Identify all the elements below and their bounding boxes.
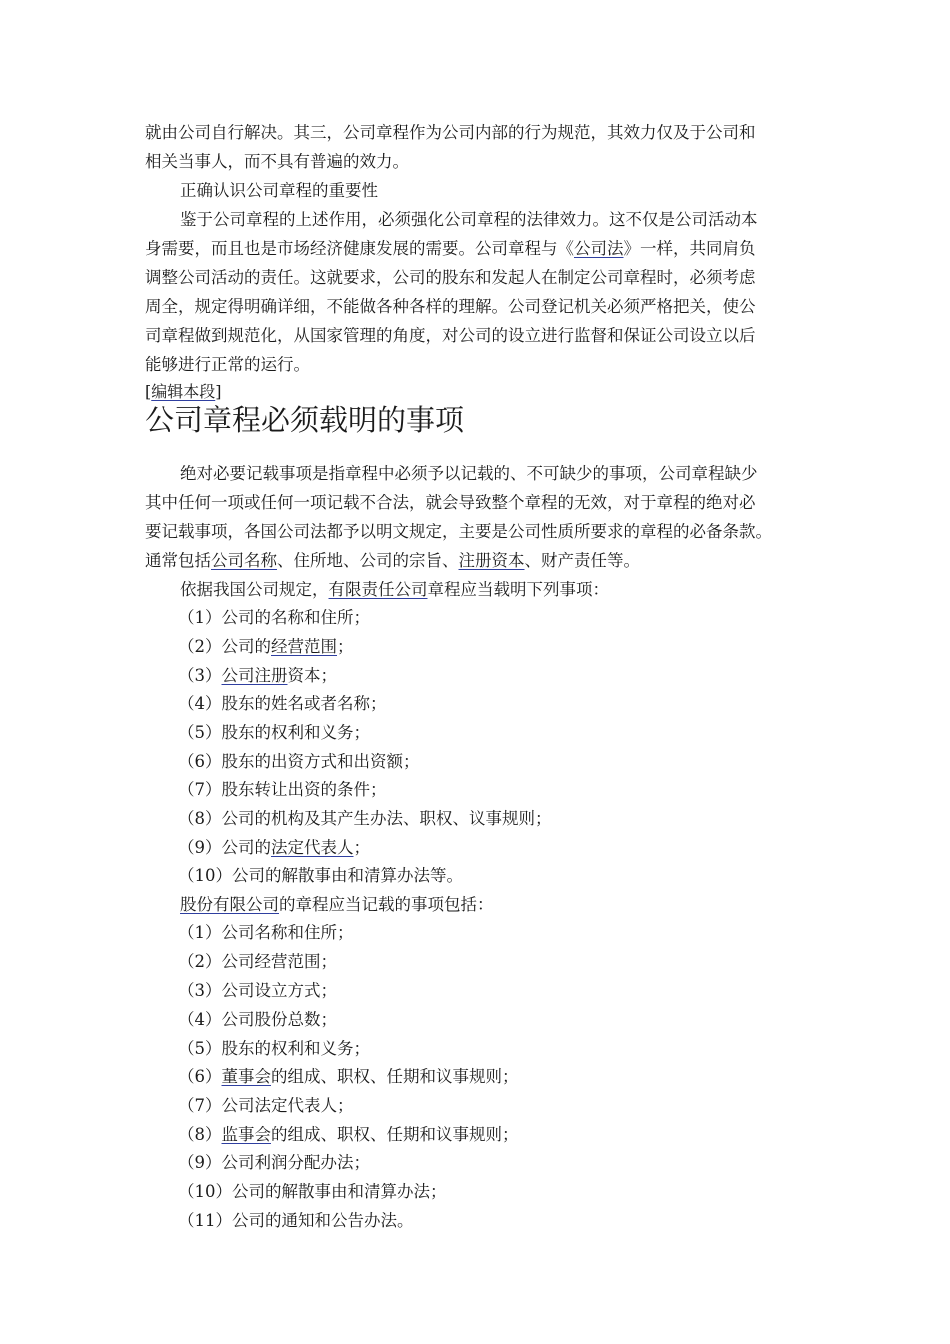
link-joint-stock-company[interactable]: 股份有限公司 — [180, 895, 279, 914]
paragraph-line — [145, 550, 640, 572]
text: （10）公司的解散事由和清算办法等。 — [178, 866, 463, 885]
text: （4）公司股份总数； — [178, 1010, 337, 1029]
paragraph-line — [180, 894, 494, 916]
text: （2）公司经营范围； — [178, 952, 337, 971]
list-item — [178, 722, 370, 744]
text: 正确认识公司章程的重要性 — [180, 181, 378, 200]
paragraph-line — [145, 267, 756, 289]
text: 绝对必要记载事项是指章程中必须予以记载的、不可缺少的事项，公司章程缺少 — [180, 464, 758, 483]
list-item — [178, 1152, 370, 1174]
list-item — [178, 779, 387, 801]
text: 调整公司活动的责任。这就要求，公司的股东和发起人在制定公司章程时，必须考虑 — [145, 268, 756, 287]
link-company-registration[interactable]: 公司注册 — [221, 666, 288, 685]
text: （6）股东的出资方式和出资额； — [178, 752, 420, 771]
text: 能够进行正常的运行。 — [145, 355, 310, 374]
list-item — [178, 665, 337, 687]
list-item — [178, 865, 463, 887]
list-item — [178, 1095, 354, 1117]
text: 就由公司自行解决。其三，公司章程作为公司内部的行为规范，其效力仅及于公司和 — [145, 123, 756, 142]
text: 相关当事人，而不具有普遍的效力。 — [145, 152, 409, 171]
text: 、住所地、公司的宗旨、 — [277, 551, 459, 570]
list-item — [178, 751, 420, 773]
paragraph-line — [145, 521, 772, 543]
paragraph-line — [145, 296, 756, 318]
text: 的章程应当记载的事项包括： — [279, 895, 494, 914]
paragraph-line — [180, 463, 758, 485]
list-item — [178, 1009, 337, 1031]
text: （3）公司设立方式； — [178, 981, 337, 1000]
text: （7）公司法定代表人； — [178, 1096, 354, 1115]
subheading — [180, 180, 378, 202]
text: （5）股东的权利和义务； — [178, 1039, 370, 1058]
list-item — [178, 1038, 370, 1060]
text: ； — [337, 637, 354, 656]
link-legal-representative[interactable]: 法定代表人 — [271, 838, 354, 857]
text: 依据我国公司规定， — [180, 580, 329, 599]
text: （6） — [178, 1067, 222, 1086]
text: 的组成、职权、任期和议事规则； — [271, 1125, 519, 1144]
list-item — [178, 980, 337, 1002]
list-item — [178, 636, 354, 658]
list-item — [178, 1066, 519, 1088]
text: （9）公司利润分配办法； — [178, 1153, 370, 1172]
list-item — [178, 808, 552, 830]
paragraph-line — [180, 579, 609, 601]
edit-section-button[interactable]: 编辑本段 — [151, 382, 216, 401]
paragraph-line — [145, 492, 756, 514]
list-item — [178, 837, 370, 859]
list-item — [178, 693, 387, 715]
link-limited-liability-company[interactable]: 有限责任公司 — [328, 580, 428, 599]
text: （10）公司的解散事由和清算办法； — [178, 1182, 447, 1201]
text: （1）公司的名称和住所； — [178, 608, 370, 627]
text: 的组成、职权、任期和议事规则； — [271, 1067, 519, 1086]
text: ； — [353, 838, 370, 857]
bracket: [ — [145, 382, 152, 401]
text: （8）公司的机构及其产生办法、职权、议事规则； — [178, 809, 552, 828]
text: 章程应当载明下列事项： — [427, 580, 609, 599]
text: 身需要，而且也是市场经济健康发展的需要。公司章程与《 — [145, 239, 574, 258]
text: （9）公司的 — [178, 838, 271, 857]
text: 鉴于公司章程的上述作用，必须强化公司章程的法律效力。这不仅是公司活动本 — [180, 210, 758, 229]
link-registered-capital[interactable]: 注册资本 — [458, 551, 525, 570]
link-business-scope[interactable]: 经营范围 — [271, 637, 337, 656]
text: （3） — [178, 666, 222, 685]
text: 司章程做到规范化，从国家管理的角度，对公司的设立进行监督和保证公司设立以后 — [145, 326, 756, 345]
paragraph-line — [145, 325, 756, 347]
list-item — [178, 922, 354, 944]
paragraph-line — [145, 238, 756, 260]
link-company-law[interactable]: 公司法 — [574, 239, 624, 258]
text: （8） — [178, 1125, 222, 1144]
bracket: ] — [215, 382, 222, 401]
list-item — [178, 607, 370, 629]
text: （4）股东的姓名或者名称； — [178, 694, 387, 713]
paragraph-line — [180, 209, 758, 231]
text: 要记载事项，各国公司法都予以明文规定，主要是公司性质所要求的章程的必备条款。 — [145, 522, 772, 541]
list-item — [178, 1124, 519, 1146]
text: 、财产责任等。 — [524, 551, 640, 570]
list-item — [178, 951, 337, 973]
text: 其中任何一项或任何一项记载不合法，就会导致整个章程的无效，对于章程的绝对必 — [145, 493, 756, 512]
text: （1）公司名称和住所； — [178, 923, 354, 942]
paragraph-line — [145, 122, 756, 144]
link-company-name[interactable]: 公司名称 — [211, 551, 277, 570]
paragraph-line — [145, 151, 409, 173]
paragraph-line — [145, 354, 310, 376]
text: 周全，规定得明确详细，不能做各种各样的理解。公司登记机关必须严格把关，使公 — [145, 297, 756, 316]
link-board-of-directors[interactable]: 董事会 — [221, 1067, 271, 1086]
text: （11）公司的通知和公告办法。 — [178, 1211, 414, 1230]
section-title: 公司章程必须载明的事项 — [145, 403, 465, 437]
link-board-of-supervisors[interactable]: 监事会 — [221, 1125, 271, 1144]
text: 通常包括 — [145, 551, 211, 570]
list-item — [178, 1181, 447, 1203]
text: 》一样，共同肩负 — [623, 239, 756, 258]
text: （7）股东转让出资的条件； — [178, 780, 387, 799]
text: （2）公司的 — [178, 637, 271, 656]
list-item — [178, 1210, 414, 1232]
text: 资本； — [287, 666, 337, 685]
text: （5）股东的权利和义务； — [178, 723, 370, 742]
